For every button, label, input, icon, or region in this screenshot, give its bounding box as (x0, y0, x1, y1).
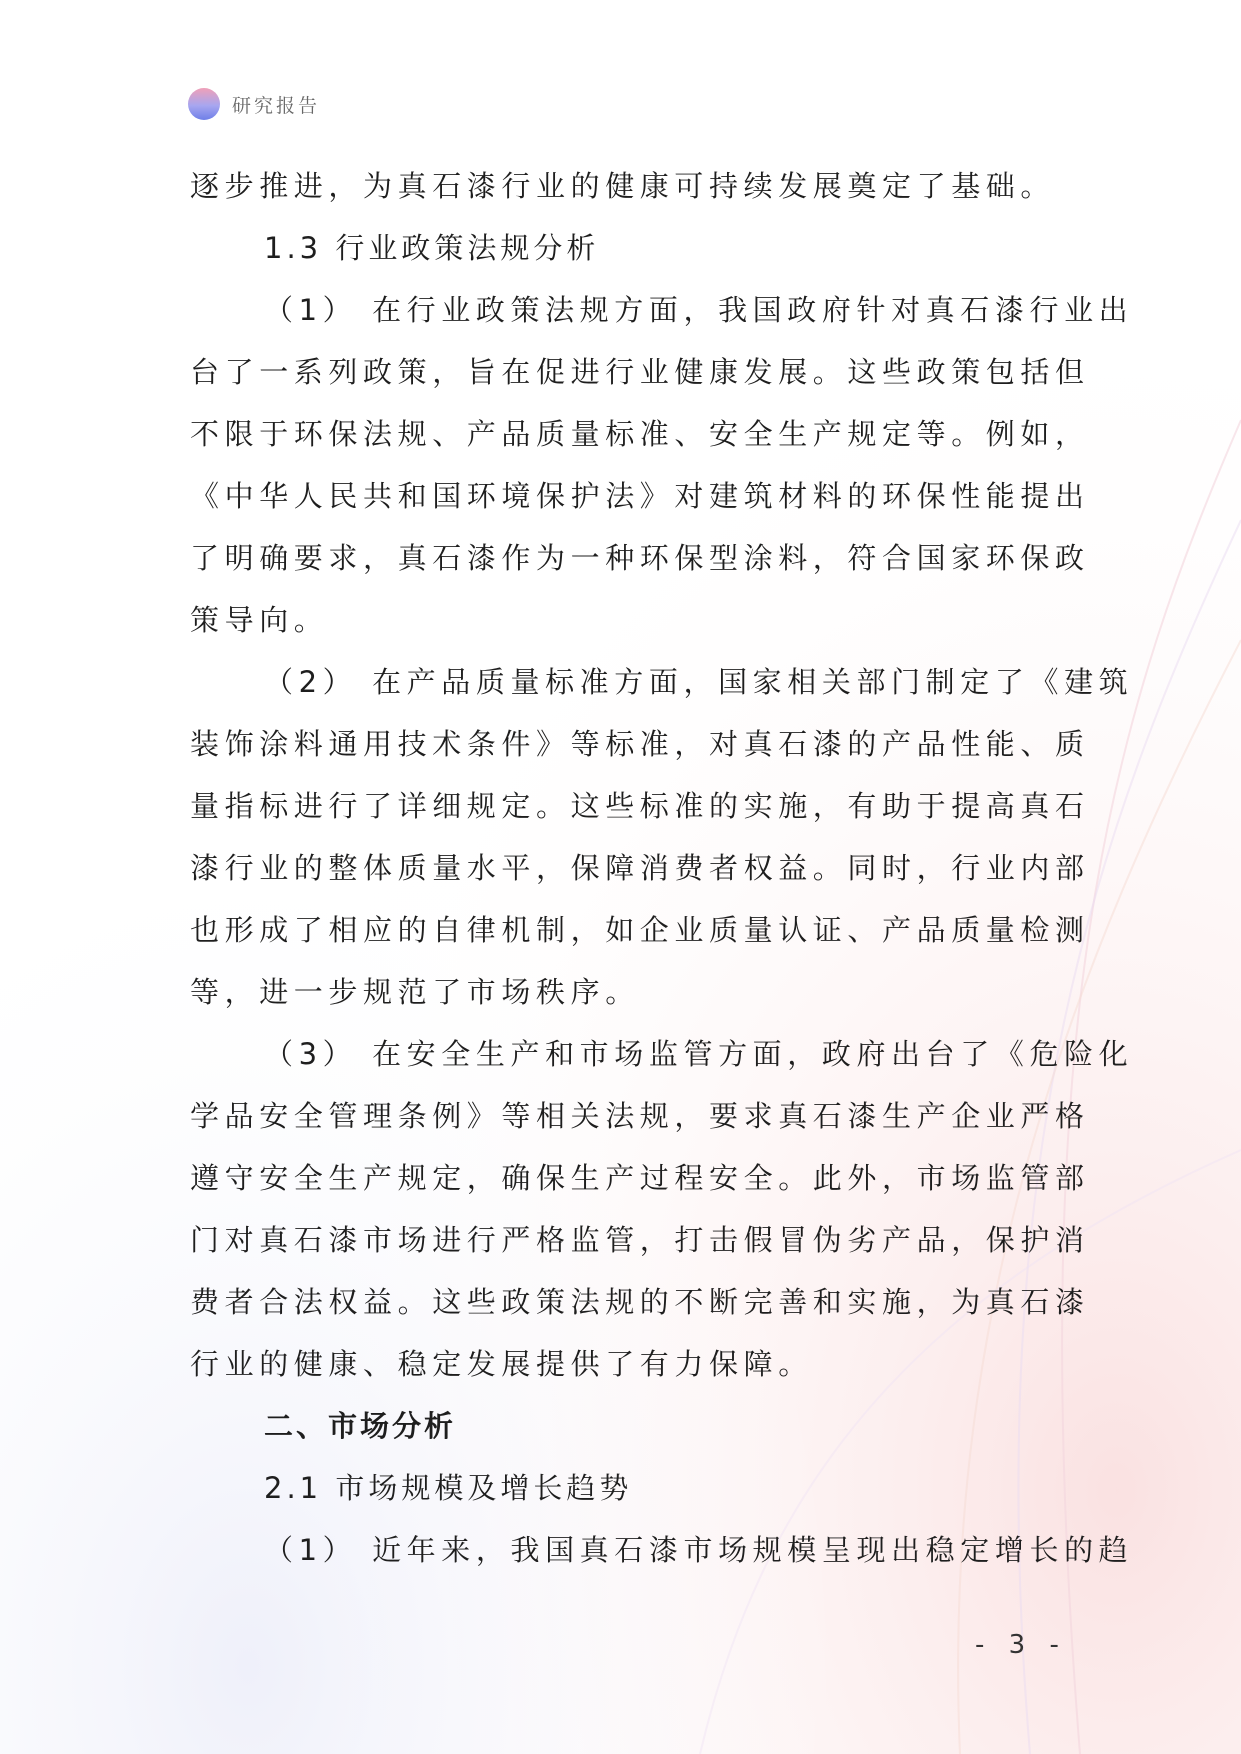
body-text-line: 门对真石漆市场进行严格监管，打击假冒伪劣产品，保护消 (190, 1223, 1090, 1257)
body-text-line: 策导向。 (190, 603, 329, 637)
body-text-line: （2） 在产品质量标准方面，国家相关部门制定了《建筑 (264, 665, 1134, 699)
report-header (188, 88, 320, 120)
body-text-line: 等，进一步规范了市场秩序。 (190, 975, 640, 1009)
body-text-line: 《中华人民共和国环境保护法》对建筑材料的环保性能提出 (190, 479, 1090, 513)
body-text-line: 不限于环保法规、产品质量标准、安全生产规定等。例如， (190, 417, 1090, 451)
body-text-line: （1） 在行业政策法规方面，我国政府针对真石漆行业出 (264, 293, 1134, 327)
body-text-line: （1） 近年来，我国真石漆市场规模呈现出稳定增长的趋 (264, 1533, 1134, 1567)
section-heading: 二、市场分析 (264, 1409, 457, 1443)
section-heading: 2.1 市场规模及增长趋势 (264, 1471, 633, 1505)
header-title: 研究报告 (232, 94, 321, 117)
body-text-line: 费者合法权益。这些政策法规的不断完善和实施，为真石漆 (190, 1285, 1090, 1319)
body-text-line: （3） 在安全生产和市场监管方面，政府出台了《危险化 (264, 1037, 1134, 1071)
body-text-line: 也形成了相应的自律机制，如企业质量认证、产品质量检测 (190, 913, 1090, 947)
body-text-line: 遵守安全生产规定，确保生产过程安全。此外，市场监管部 (190, 1161, 1090, 1195)
page-number: - 3 - (975, 1630, 1067, 1660)
body-text-line: 逐步推进，为真石漆行业的健康可持续发展奠定了基础。 (190, 169, 1056, 203)
logo-circle-icon (188, 88, 220, 120)
section-heading: 1.3 行业政策法规分析 (264, 231, 600, 265)
body-text-line: 行业的健康、稳定发展提供了有力保障。 (190, 1347, 813, 1381)
body-text-line: 漆行业的整体质量水平，保障消费者权益。同时，行业内部 (190, 851, 1090, 885)
document-body (190, 155, 1134, 1581)
body-text-line: 装饰涂料通用技术条件》等标准，对真石漆的产品性能、质 (190, 727, 1090, 761)
body-text-line: 学品安全管理条例》等相关法规，要求真石漆生产企业严格 (190, 1099, 1090, 1133)
body-text-line: 量指标进行了详细规定。这些标准的实施，有助于提高真石 (190, 789, 1090, 823)
body-text-line: 台了一系列政策，旨在促进行业健康发展。这些政策包括但 (190, 355, 1090, 389)
body-text-line: 了明确要求，真石漆作为一种环保型涂料，符合国家环保政 (190, 541, 1090, 575)
